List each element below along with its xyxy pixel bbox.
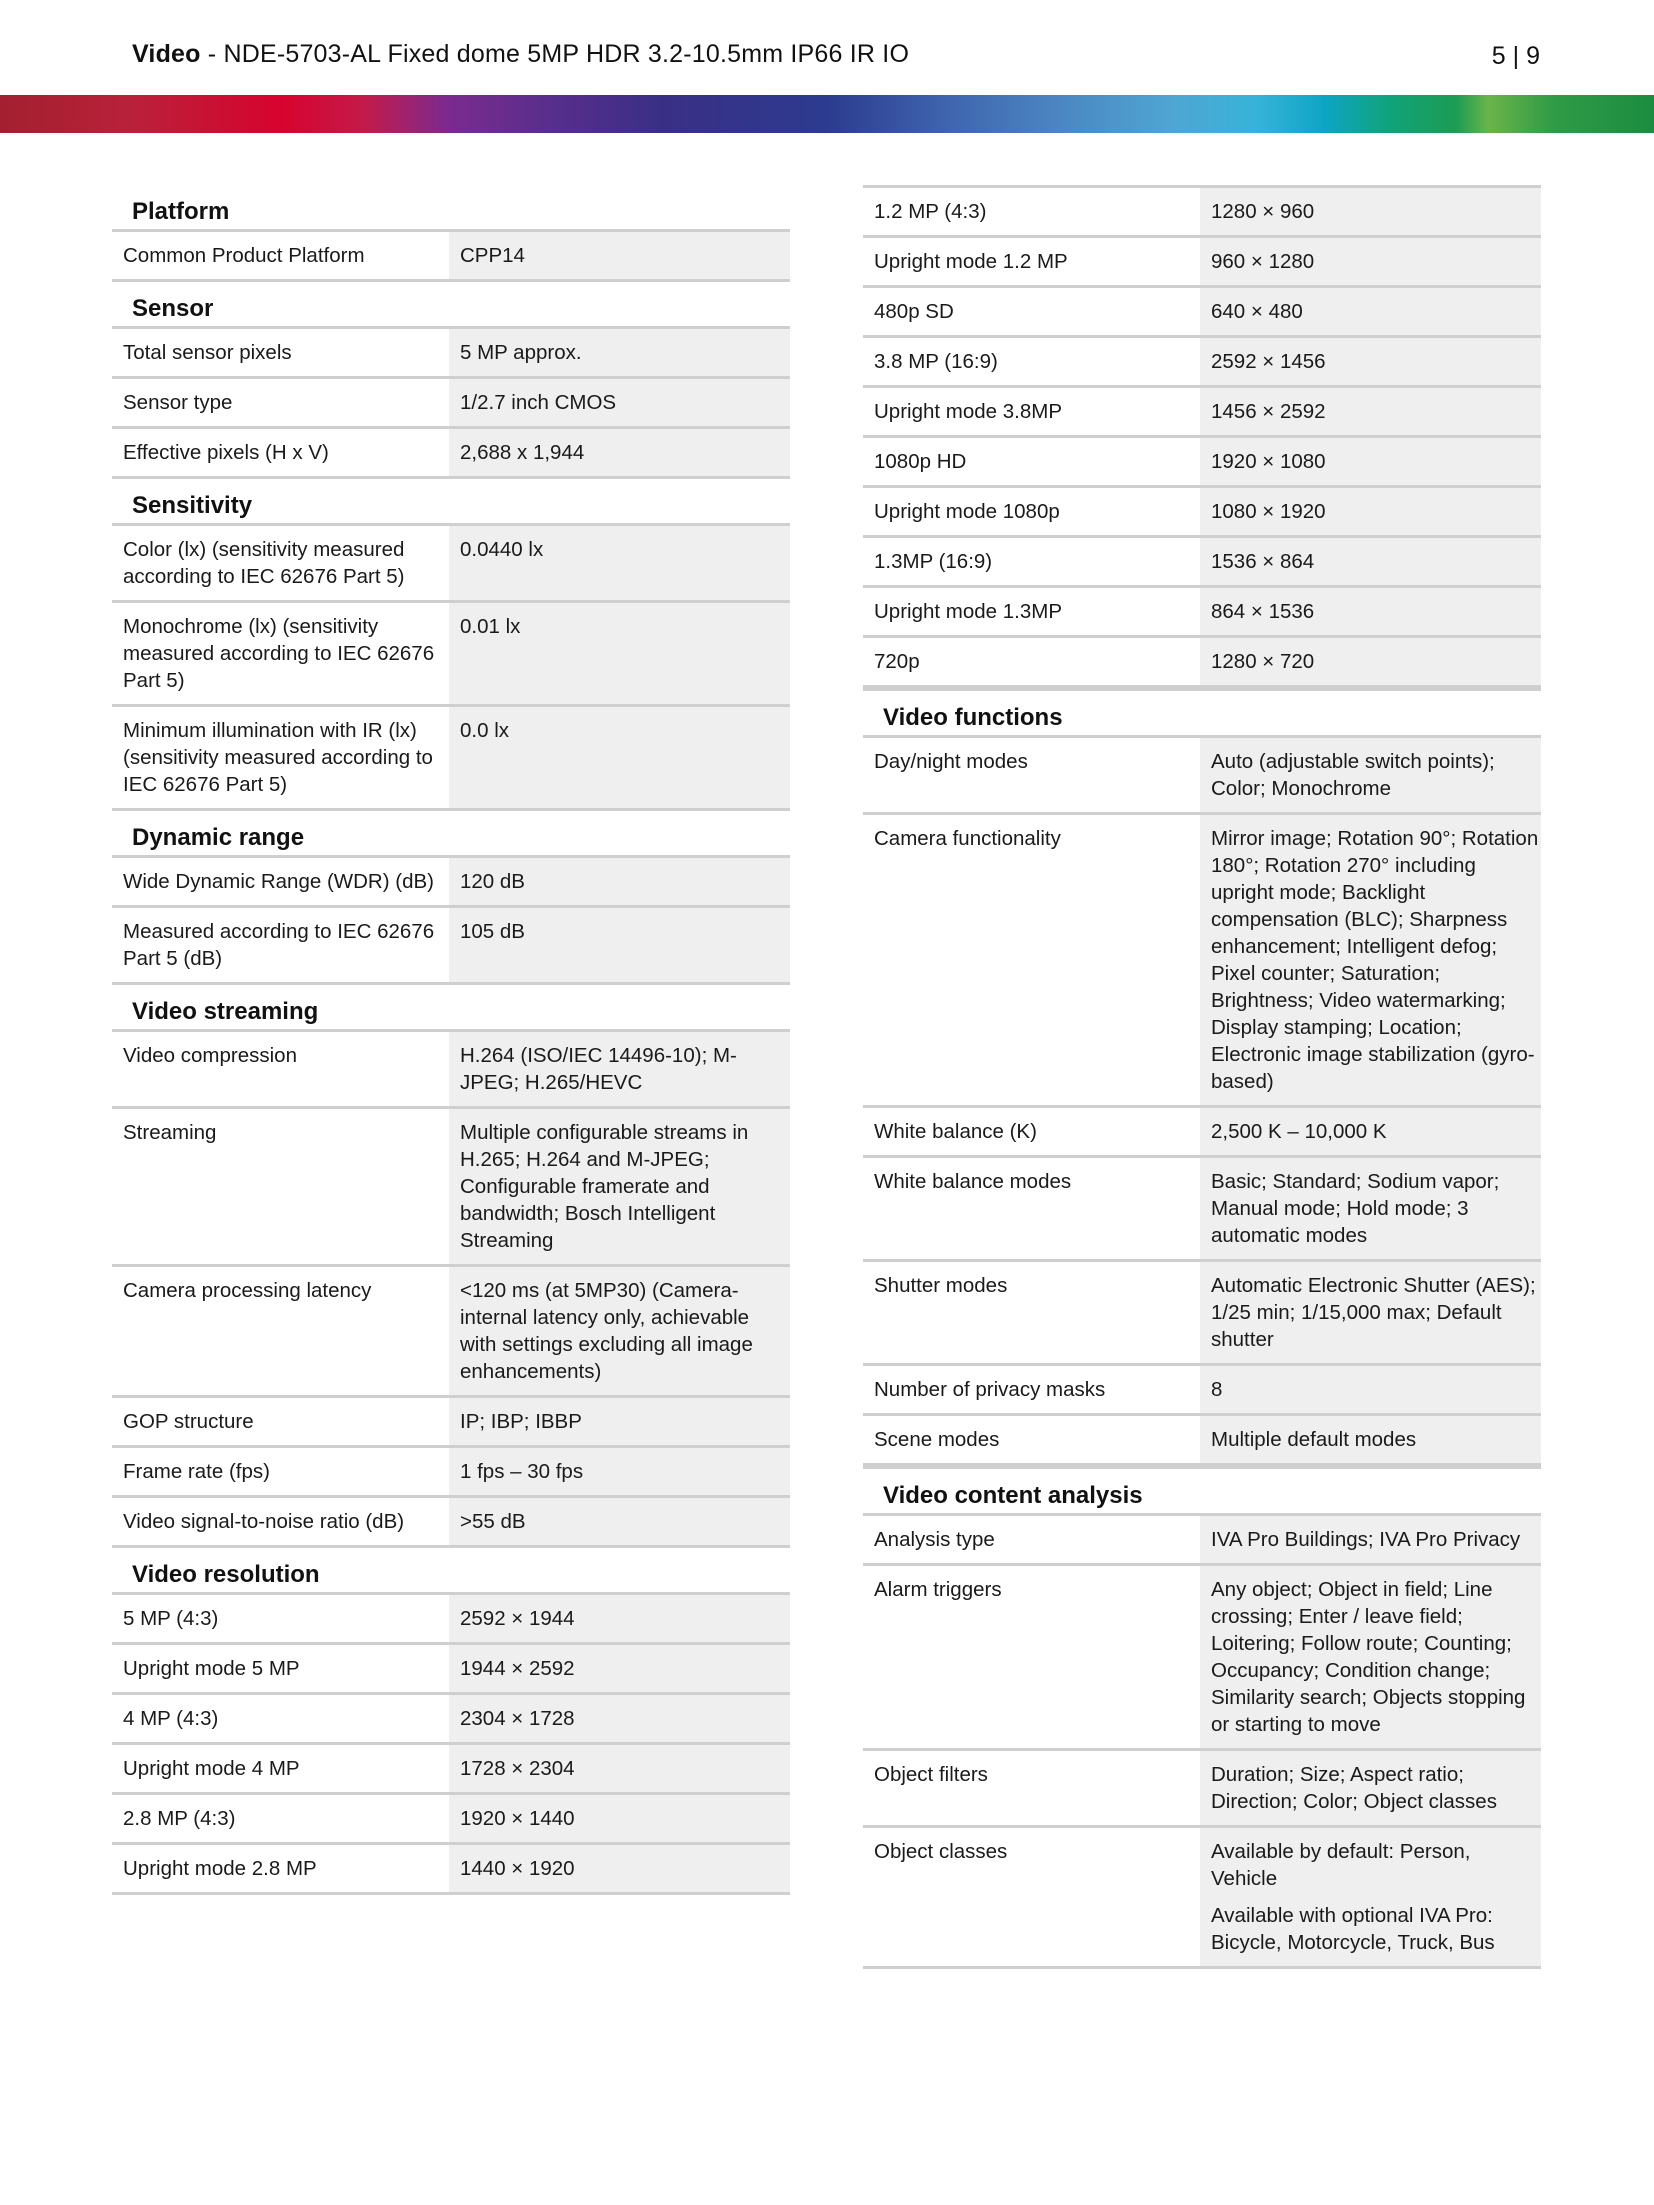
spec-value	[1200, 188, 1541, 235]
page-header	[0, 0, 1654, 95]
spec-label: Number of privacy masks	[874, 1378, 1106, 1401]
spec-value-text: 105 dB	[460, 920, 525, 943]
spec-label: 1.3MP (16:9)	[874, 550, 993, 573]
spec-value	[1200, 538, 1541, 585]
spec-label: 2.8 MP (4:3)	[123, 1807, 236, 1830]
spec-row	[863, 815, 1541, 1108]
spec-value-text: <120 ms (at 5MP30) (Camera-internal latency only, achievable with settings excluding all image enhancements)	[460, 1279, 753, 1383]
spec-label: Total sensor pixels	[123, 341, 292, 364]
spec-value-text: Auto (adjustable switch points); Color; Monochrome	[1211, 750, 1495, 800]
brand-color-bar	[0, 95, 1654, 133]
spec-label: Wide Dynamic Range (WDR) (dB)	[123, 870, 434, 893]
spec-label: 3.8 MP (16:9)	[874, 350, 998, 373]
section-title: Video content analysis	[863, 1469, 1541, 1516]
spec-value	[449, 429, 790, 476]
spec-value-text: Multiple configurable streams in H.265; H.264 and M-JPEG; Configurable framerate and bandwidth; Bosch Intelligent Streaming	[460, 1121, 749, 1252]
spec-label: Alarm triggers	[874, 1578, 1002, 1601]
section-title: Video resolution	[112, 1548, 790, 1595]
spec-value-text: Duration; Size; Aspect ratio; Direction; Color; Object classes	[1211, 1763, 1497, 1813]
spec-section-video-content-analysis	[863, 1466, 1541, 1969]
spec-value	[449, 908, 790, 982]
spec-label: Minimum illumination with IR (lx) (sensitivity measured according to IEC 62676 Part 5)	[123, 719, 433, 796]
spec-label: Video signal-to-noise ratio (dB)	[123, 1510, 405, 1533]
spec-value-text: 2,688 x 1,944	[460, 441, 585, 464]
spec-value-text: 1 fps – 30 fps	[460, 1460, 584, 1483]
spec-label: Frame rate (fps)	[123, 1460, 270, 1483]
spec-value	[449, 707, 790, 808]
spec-value-text: 0.0 lx	[460, 719, 509, 742]
spec-label: Day/night modes	[874, 750, 1028, 773]
spec-row	[863, 1566, 1541, 1751]
spec-value-text: 0.0440 lx	[460, 538, 544, 561]
spec-row	[112, 329, 790, 379]
spec-row	[112, 707, 790, 811]
spec-value	[449, 603, 790, 704]
spec-value-text: 1440 × 1920	[460, 1857, 575, 1880]
spec-row	[863, 488, 1541, 538]
spec-row	[112, 1032, 790, 1109]
spec-value-text: 864 × 1536	[1211, 600, 1315, 623]
spec-section-sensor	[112, 282, 790, 479]
spec-label: Upright mode 1.3MP	[874, 600, 1063, 623]
spec-value	[449, 1267, 790, 1395]
spec-value	[1200, 638, 1541, 685]
spec-value-text: 1280 × 720	[1211, 650, 1315, 673]
spec-value-text: Available by default: Person, Vehicle	[1211, 1840, 1471, 1890]
spec-row	[112, 1448, 790, 1498]
spec-value	[1200, 288, 1541, 335]
spec-value-text: 960 × 1280	[1211, 250, 1315, 273]
section-title: Video functions	[863, 691, 1541, 738]
spec-row	[863, 338, 1541, 388]
spec-label: Common Product Platform	[123, 244, 365, 267]
spec-value-text: 1920 × 1440	[460, 1807, 575, 1830]
spec-value-text: 2,500 K – 10,000 K	[1211, 1120, 1387, 1143]
section-title: Video streaming	[112, 985, 790, 1032]
spec-value	[1200, 1366, 1541, 1413]
spec-row	[863, 638, 1541, 688]
spec-row	[112, 1595, 790, 1645]
spec-label: Scene modes	[874, 1428, 1000, 1451]
spec-label: White balance (K)	[874, 1120, 1037, 1143]
spec-value	[1200, 1751, 1541, 1825]
spec-value-text: Any object; Object in field; Line crossing; Enter / leave field; Loitering; Follow route; Counting; Occupancy; Condition change; Similarity search; Objects stopping or starting to move	[1211, 1578, 1526, 1736]
spec-row	[863, 1366, 1541, 1416]
spec-label: 480p SD	[874, 300, 954, 323]
spec-section-dynamic-range	[112, 811, 790, 985]
spec-value-text: 1944 × 2592	[460, 1657, 575, 1680]
document-title	[132, 40, 909, 69]
spec-label: Upright mode 2.8 MP	[123, 1857, 317, 1880]
spec-value	[1200, 1262, 1541, 1363]
spec-value	[449, 1745, 790, 1792]
spec-row	[863, 1416, 1541, 1466]
spec-value-text: 2592 × 1944	[460, 1607, 575, 1630]
spec-row	[112, 1267, 790, 1398]
spec-value	[1200, 1566, 1541, 1748]
spec-label: Measured according to IEC 62676 Part 5 (dB)	[123, 920, 435, 970]
spec-value	[1200, 1516, 1541, 1563]
spec-label: Camera functionality	[874, 827, 1061, 850]
title-bold: Video	[132, 40, 201, 68]
spec-row	[112, 1398, 790, 1448]
spec-value	[1200, 588, 1541, 635]
spec-value-text: 1280 × 960	[1211, 200, 1315, 223]
spec-value	[449, 1398, 790, 1445]
spec-label: 1.2 MP (4:3)	[874, 200, 987, 223]
spec-row	[863, 388, 1541, 438]
spec-value-text: 1920 × 1080	[1211, 450, 1326, 473]
spec-label: White balance modes	[874, 1170, 1072, 1193]
spec-value	[1200, 438, 1541, 485]
spec-value	[449, 1498, 790, 1545]
spec-label: Analysis type	[874, 1528, 995, 1551]
spec-value-text: 2304 × 1728	[460, 1707, 575, 1730]
spec-row	[863, 1751, 1541, 1828]
title-rest: - NDE-5703-AL Fixed dome 5MP HDR 3.2-10.5mm IP66 IR IO	[200, 40, 910, 68]
spec-label: Camera processing latency	[123, 1279, 372, 1302]
spec-value-text: 2592 × 1456	[1211, 350, 1326, 373]
right-column	[863, 185, 1541, 1969]
section-title: Dynamic range	[112, 811, 790, 858]
spec-value-text: 8	[1211, 1378, 1223, 1401]
spec-value-text: 1/2.7 inch CMOS	[460, 391, 617, 414]
spec-row	[863, 238, 1541, 288]
spec-row	[863, 1262, 1541, 1366]
spec-row	[112, 908, 790, 985]
spec-value-text: IP; IBP; IBBP	[460, 1410, 582, 1433]
spec-value-text: Automatic Electronic Shutter (AES); 1/25 min; 1/15,000 max; Default shutter	[1211, 1274, 1536, 1351]
spec-row	[863, 588, 1541, 638]
spec-value	[1200, 815, 1541, 1105]
spec-row	[112, 1795, 790, 1845]
spec-value-text: 1536 × 864	[1211, 550, 1315, 573]
spec-label: Sensor type	[123, 391, 233, 414]
spec-section-sensitivity	[112, 479, 790, 811]
spec-value	[1200, 488, 1541, 535]
spec-row	[112, 1109, 790, 1267]
spec-value-text: Basic; Standard; Sodium vapor; Manual mode; Hold mode; 3 automatic modes	[1211, 1170, 1500, 1247]
spec-value-text: 1728 × 2304	[460, 1757, 575, 1780]
spec-row	[112, 603, 790, 707]
spec-value	[1200, 1108, 1541, 1155]
left-column	[112, 185, 790, 1895]
spec-value-text: 0.01 lx	[460, 615, 521, 638]
spec-value	[1200, 238, 1541, 285]
spec-value	[449, 1109, 790, 1264]
spec-row	[863, 738, 1541, 815]
spec-value	[449, 1795, 790, 1842]
spec-row	[863, 288, 1541, 338]
spec-label: Shutter modes	[874, 1274, 1008, 1297]
spec-value	[449, 1595, 790, 1642]
spec-value	[449, 1845, 790, 1892]
spec-section-video-functions	[863, 688, 1541, 1466]
spec-value	[449, 232, 790, 279]
spec-section-continued	[863, 185, 1541, 688]
spec-value	[1200, 1158, 1541, 1259]
spec-row	[112, 1745, 790, 1795]
spec-value-text: 120 dB	[460, 870, 525, 893]
spec-value	[1200, 1828, 1541, 1966]
spec-value-text: 1080 × 1920	[1211, 500, 1326, 523]
spec-label: Monochrome (lx) (sensitivity measured according to IEC 62676 Part 5)	[123, 615, 435, 692]
spec-value-text: H.264 (ISO/IEC 14496-10); M-JPEG; H.265/HEVC	[460, 1044, 737, 1094]
spec-label: Video compression	[123, 1044, 297, 1067]
spec-value	[1200, 1416, 1541, 1463]
spec-label: 4 MP (4:3)	[123, 1707, 219, 1730]
spec-value-extra: Available with optional IVA Pro: Bicycle, Motorcycle, Truck, Bus	[1211, 1904, 1495, 1954]
spec-label: Streaming	[123, 1121, 217, 1144]
spec-value-text: IVA Pro Buildings; IVA Pro Privacy	[1211, 1528, 1521, 1551]
spec-label: Object classes	[874, 1840, 1008, 1863]
spec-value-text: 1456 × 2592	[1211, 400, 1326, 423]
spec-row	[112, 379, 790, 429]
spec-label: Upright mode 4 MP	[123, 1757, 300, 1780]
spec-section-platform	[112, 185, 790, 282]
spec-value	[1200, 388, 1541, 435]
spec-row	[112, 1845, 790, 1895]
spec-label: Upright mode 3.8MP	[874, 400, 1063, 423]
spec-value	[449, 379, 790, 426]
spec-label: Effective pixels (H x V)	[123, 441, 329, 464]
spec-label: Upright mode 1.2 MP	[874, 250, 1068, 273]
spec-row	[863, 438, 1541, 488]
spec-value-text: >55 dB	[460, 1510, 526, 1533]
spec-label: 1080p HD	[874, 450, 967, 473]
section-title: Platform	[112, 185, 790, 232]
spec-row	[112, 429, 790, 479]
spec-value-text: Multiple default modes	[1211, 1428, 1417, 1451]
spec-row	[863, 1516, 1541, 1566]
spec-row	[112, 232, 790, 282]
spec-value	[449, 1032, 790, 1106]
spec-value	[449, 1645, 790, 1692]
spec-value	[449, 1448, 790, 1495]
spec-value-text: 640 × 480	[1211, 300, 1303, 323]
spec-row	[863, 538, 1541, 588]
spec-row	[863, 1828, 1541, 1969]
spec-row	[112, 1498, 790, 1548]
spec-value	[449, 858, 790, 905]
spec-section-video-streaming	[112, 985, 790, 1548]
section-title: Sensitivity	[112, 479, 790, 526]
spec-value	[449, 1695, 790, 1742]
spec-label: GOP structure	[123, 1410, 254, 1433]
spec-row	[112, 1695, 790, 1745]
spec-value-text: 5 MP approx.	[460, 341, 582, 364]
spec-value-text: CPP14	[460, 244, 525, 267]
spec-value	[1200, 338, 1541, 385]
spec-label: Upright mode 5 MP	[123, 1657, 300, 1680]
spec-value-text: Mirror image; Rotation 90°; Rotation 180°; Rotation 270° including upright mode; Backlight compensation (BLC); Sharpness enhancement; Intelligent defog; Pixel counter; Saturation; Brightness; Video watermarking; Display stamping; Location; Electronic image stabilization (gyro-based)	[1211, 827, 1539, 1093]
spec-row	[863, 1108, 1541, 1158]
spec-label: Object filters	[874, 1763, 988, 1786]
spec-row	[863, 188, 1541, 238]
spec-label: 5 MP (4:3)	[123, 1607, 219, 1630]
spec-label: Upright mode 1080p	[874, 500, 1060, 523]
spec-value	[1200, 738, 1541, 812]
spec-row	[112, 526, 790, 603]
spec-value	[449, 329, 790, 376]
section-title: Sensor	[112, 282, 790, 329]
spec-label: 720p	[874, 650, 920, 673]
spec-row	[112, 1645, 790, 1695]
spec-label: Color (lx) (sensitivity measured according to IEC 62676 Part 5)	[123, 538, 405, 588]
spec-row	[112, 858, 790, 908]
spec-row	[863, 1158, 1541, 1262]
spec-value	[449, 526, 790, 600]
spec-section-video-resolution	[112, 1548, 790, 1895]
page-number: 5 | 9	[1491, 42, 1540, 70]
